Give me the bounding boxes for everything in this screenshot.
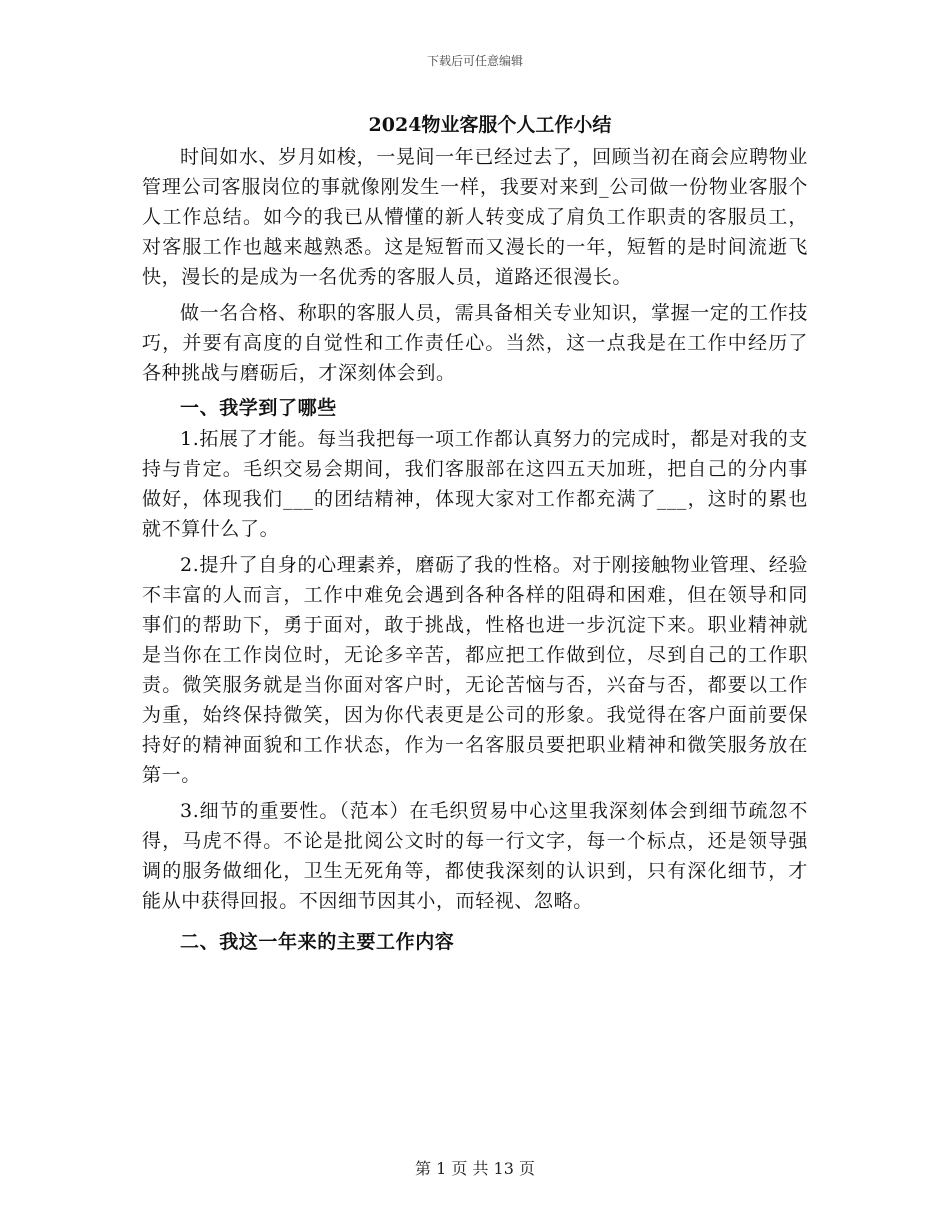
intro-paragraph-1: 时间如水、岁月如梭，一晃间一年已经过去了，回顾当初在商会应聘物业管理公司客服岗位的事就像刚发生一样，我要对来到_公司做一份物业客服个人工作总结。如今的我已从懵懂的新人转变成了肩负工作职责的客服员工，对客服工作也越来越熟悉。这是短暂而又漫长的一年，短暂的是时间流逝飞快，漫长的是成为一名优秀的客服人员，道路还很漫长。 — [142, 146, 808, 288]
intro-paragraph-2: 做一名合格、称职的客服人员，需具备相关专业知识，掌握一定的工作技巧，并要有高度的自觉性和工作责任心。当然，这一点我是在工作中经历了各种挑战与磨砺后，才深刻体会到。 — [142, 302, 808, 384]
page-number-footer: 第 1 页 共 13 页 — [415, 1159, 535, 1178]
section1-item-1: 1.拓展了才能。每当我把每一项工作都认真努力的完成时，都是对我的支持与肯定。毛织交易会期间，我们客服部在这四五天加班，把自己的分内事做好，体现我们___的团结精神，体现大家对工作都充满了___，这时的累也就不算什么了。 — [142, 428, 808, 540]
document-body — [142, 108, 808, 958]
document-title: 2024物业客服个人工作小结 — [368, 114, 612, 136]
section1-item-2: 2.提升了自身的心理素养，磨砺了我的性格。对于刚接触物业管理、经验不丰富的人而言，工作中难免会遇到各种各样的阻碍和困难，但在领导和同事们的帮助下，勇于面对，敢于挑战，性格也进一步沉淀下来。职业精神就是当你在工作岗位时，无论多辛苦，都应把工作做到位，尽到自己的工作职责。微笑服务就是当你面对客户时，无论苦恼与否，兴奋与否，都要以工作为重，始终保持微笑，因为你代表更是公司的形象。我觉得在客户面前要保持好的精神面貌和工作状态，作为一名客服员要把职业精神和微笑服务放在第一。 — [142, 554, 808, 786]
section1-item-3: 3.细节的重要性。（范本）在毛织贸易中心这里我深刻体会到细节疏忽不得，马虎不得。不论是批阅公文时的每一行文字，每一个标点，还是领导强调的服务做细化，卫生无死角等，都使我深刻的认识到，只有深化细节，才能从中获得回报。不因细节因其小，而轻视、忽略。 — [142, 800, 808, 912]
section-heading-2: 二、我这一年来的主要工作内容 — [180, 931, 455, 953]
header-note: 下载后可任意编辑 — [426, 54, 523, 68]
section-heading-1: 一、我学到了哪些 — [180, 397, 337, 419]
